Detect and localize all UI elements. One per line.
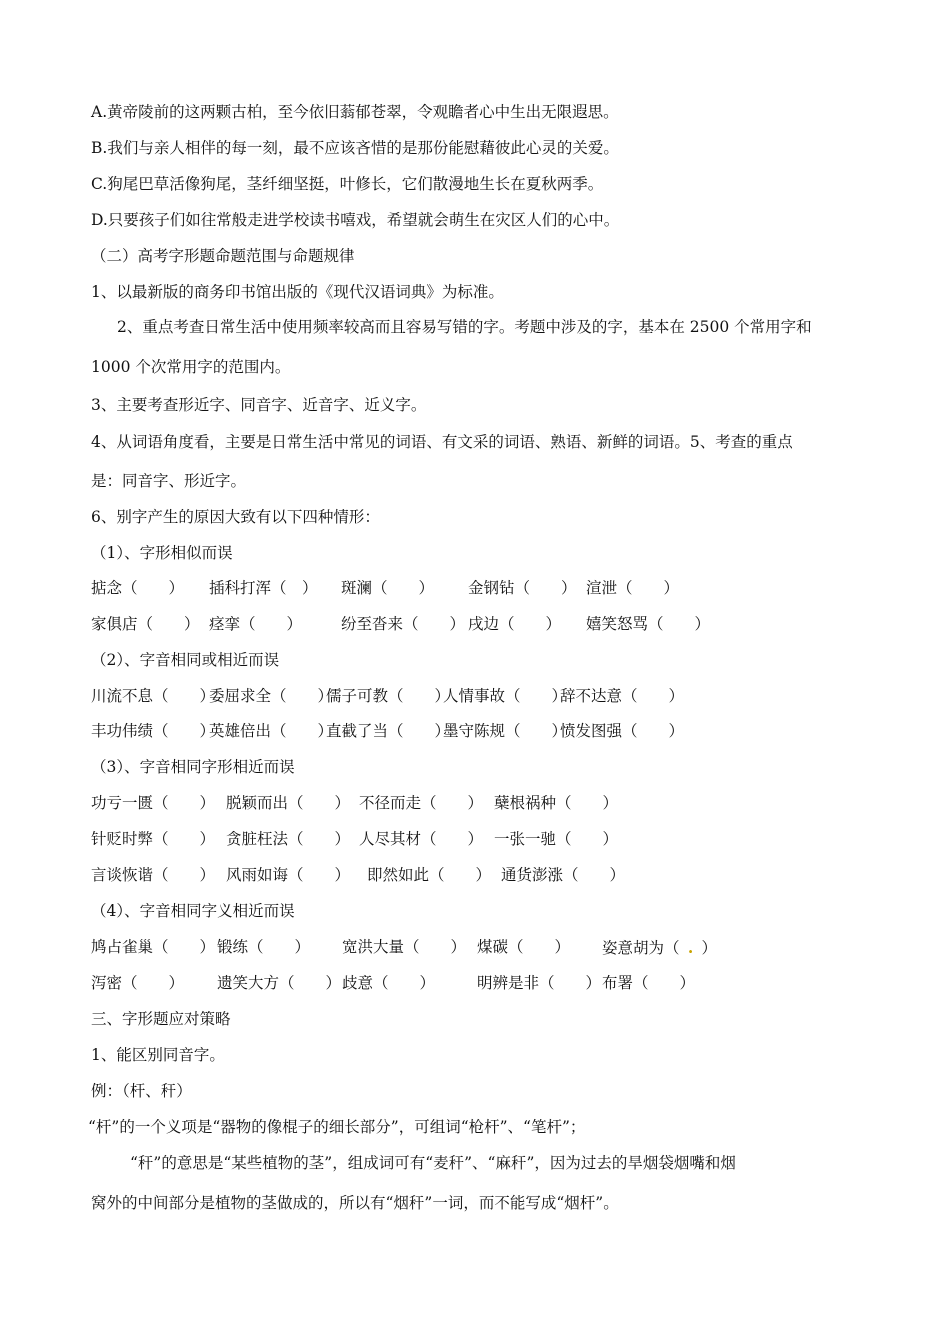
option-a: A.黄帝陵前的这两颗古柏，至今依旧蓊郁苍翠，令观瞻者心中生出无限遐思。 bbox=[91, 103, 619, 121]
category-4-title: （4）、字音相同字义相近而误 bbox=[91, 902, 295, 920]
rule-4-line2: 是：同音字、形近字。 bbox=[91, 472, 247, 490]
section2-title: （二）高考字形题命题范围与命题规律 bbox=[91, 247, 355, 265]
word-item: 即然如此（ ） bbox=[367, 866, 492, 884]
word-item: 言谈恢谐（ ） bbox=[91, 866, 216, 884]
word-item: 直截了当（ ） bbox=[326, 722, 451, 740]
option-c: C.狗尾巴草活像狗尾，茎纤细坚挺，叶修长，它们散漫地生长在夏秋两季。 bbox=[91, 175, 604, 193]
word-item: 布署（ ） bbox=[602, 974, 696, 992]
option-b: B.我们与亲人相伴的每一刻，最不应该吝惜的是那份能慰藉彼此心灵的关爱。 bbox=[91, 139, 619, 157]
word-item bbox=[602, 940, 717, 957]
word-item: 家俱店（ ） bbox=[91, 615, 200, 633]
word-item: 插科打浑（ ） bbox=[209, 579, 318, 597]
word-item: 儒子可教（ ） bbox=[326, 687, 451, 705]
word-item: 风雨如诲（ ） bbox=[226, 866, 351, 884]
strategy-1: 1、能区别同音字。 bbox=[91, 1046, 225, 1064]
word-item: 泻密（ ） bbox=[91, 974, 185, 992]
word-item-text: 姿意胡为（ bbox=[602, 939, 680, 957]
word-item: 贪脏枉法（ ） bbox=[226, 830, 351, 848]
word-item: 墨守陈规（ ） bbox=[443, 722, 568, 740]
word-item: 鸠占雀巢（ ） bbox=[91, 938, 216, 956]
category-3-title: （3）、字音相同字形相近而误 bbox=[91, 758, 295, 776]
word-item: 锻练（ ） bbox=[217, 938, 311, 956]
word-item: 纷至沓来（ ） bbox=[341, 615, 466, 633]
word-item: 人尽其材（ ） bbox=[359, 830, 484, 848]
rule-3: 3、主要考查形近字、同音字、近音字、近义字。 bbox=[91, 396, 427, 414]
category-2-title: （2）、字音相同或相近而误 bbox=[91, 651, 280, 669]
word-item: 痉挛（ ） bbox=[209, 615, 303, 633]
word-item: 针贬时弊（ ） bbox=[91, 830, 216, 848]
word-item: 蘖根祸种（ ） bbox=[494, 794, 619, 812]
word-item: 不径而走（ ） bbox=[359, 794, 484, 812]
explanation-2-line1: “秆”的意思是“某些植物的茎”，组成词可有“麦秆”、“麻秆”，因为过去的旱烟袋烟嘴和烟 bbox=[130, 1154, 736, 1172]
category-1-title: （1）、字形相似而误 bbox=[91, 544, 233, 562]
word-item: 愤发图强（ ） bbox=[560, 722, 685, 740]
word-item: 人情事故（ ） bbox=[443, 687, 568, 705]
word-item: 煤碳（ ） bbox=[477, 938, 571, 956]
explanation-1: “杆”的一个义项是“器物的像棍子的细长部分”，可组词“枪杆”、“笔杆”； bbox=[88, 1118, 586, 1136]
word-item: 歧意（ ） bbox=[342, 974, 436, 992]
dot-mark: . bbox=[687, 938, 694, 957]
word-item: 辞不达意（ ） bbox=[560, 687, 685, 705]
option-d: D.只要孩子们如往常般走进学校读书嘻戏，希望就会萌生在灾区人们的心中。 bbox=[91, 211, 620, 229]
section3-title: 三、字形题应对策略 bbox=[91, 1010, 231, 1028]
word-item: 明辨是非（ ） bbox=[477, 974, 602, 992]
example-label: 例：（杆、秆） bbox=[91, 1082, 192, 1100]
word-item: 斑澜（ ） bbox=[341, 579, 435, 597]
word-item: 英雄倍出（ ） bbox=[209, 722, 334, 740]
word-item: 一张一驰（ ） bbox=[494, 830, 619, 848]
explanation-2-line2: 窝外的中间部分是植物的茎做成的，所以有“烟秆”一词，而不能写成“烟杆”。 bbox=[91, 1194, 619, 1212]
word-item: 掂念（ ） bbox=[91, 579, 185, 597]
word-item: 委屈求全（ ） bbox=[209, 687, 334, 705]
word-item: 宽洪大量（ ） bbox=[342, 938, 467, 956]
rule-1: 1、以最新版的商务印书馆出版的《现代汉语词典》为标准。 bbox=[91, 283, 504, 301]
rule-4-line1: 4、从词语角度看，主要是日常生活中常见的词语、有文采的词语、熟语、新鲜的词语。5、考查的重点 bbox=[91, 433, 793, 451]
word-item: 渲泄（ ） bbox=[586, 579, 680, 597]
word-item-close: ） bbox=[701, 939, 718, 957]
word-item: 脱颖而出（ ） bbox=[226, 794, 351, 812]
rule-2-line2: 1000 个次常用字的范围内。 bbox=[91, 358, 291, 376]
word-item: 遗笑大方（ ） bbox=[217, 974, 342, 992]
word-item: 金钢钻（ ） bbox=[468, 579, 577, 597]
word-item: 川流不息（ ） bbox=[91, 687, 216, 705]
word-item: 嬉笑怒骂（ ） bbox=[586, 615, 711, 633]
word-item: 通货澎涨（ ） bbox=[501, 866, 626, 884]
word-item: 戌边（ ） bbox=[468, 615, 562, 633]
rule-6: 6、别字产生的原因大致有以下四种情形： bbox=[91, 508, 380, 526]
word-item: 功亏一匮（ ） bbox=[91, 794, 216, 812]
rule-2-line1: 2、重点考查日常生活中使用频率较高而且容易写错的字。考题中涉及的字，基本在 2500 个常用字和 bbox=[117, 318, 812, 336]
word-item: 丰功伟绩（ ） bbox=[91, 722, 216, 740]
